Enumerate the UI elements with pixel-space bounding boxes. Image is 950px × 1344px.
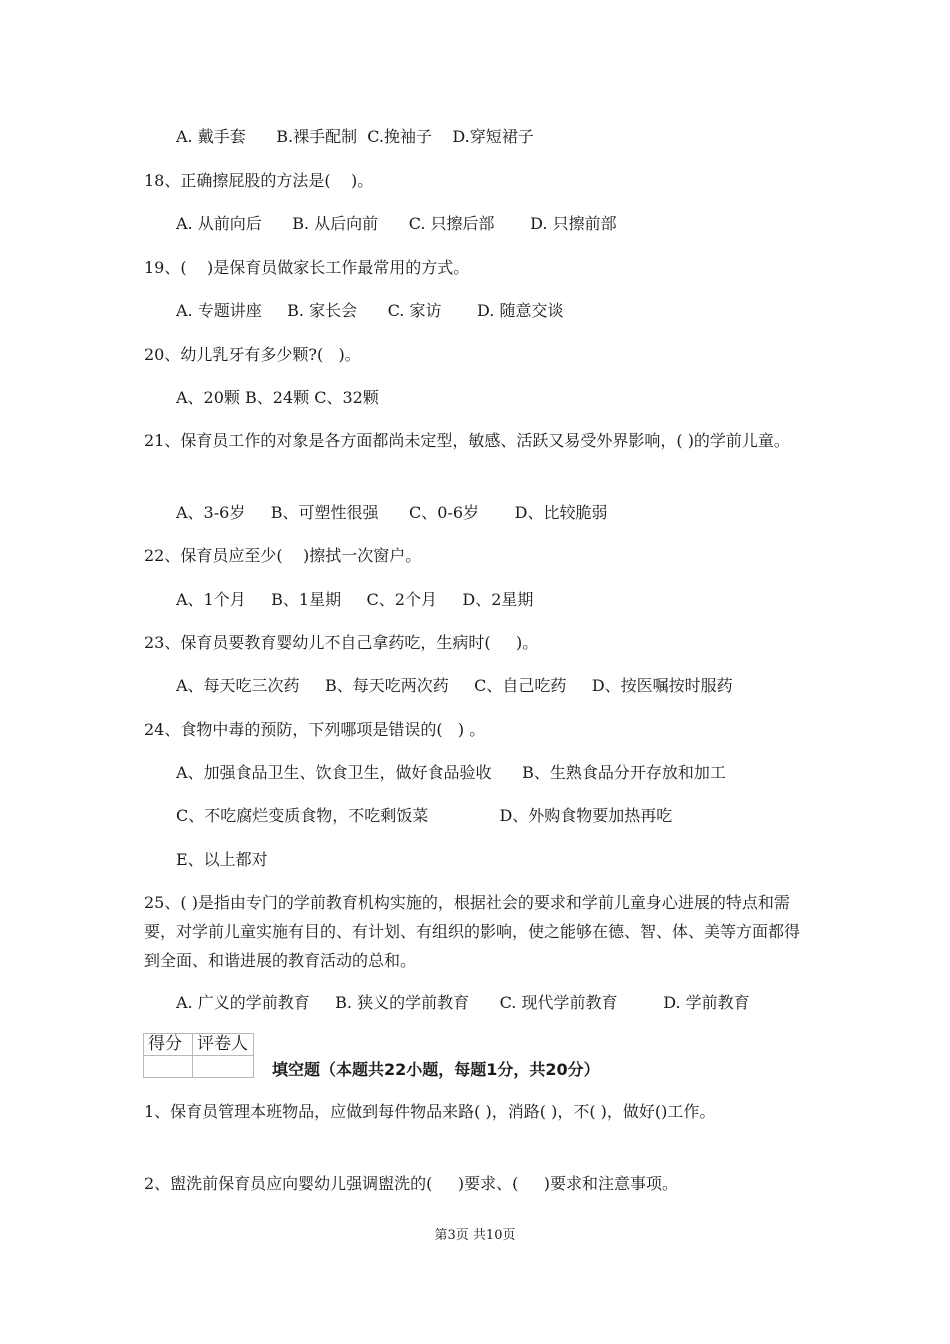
question-19: 19、( )是保育员做家长工作最常用的方式。 <box>144 258 470 277</box>
q24-options-row1: A、加强食品卫生、饮食卫生，做好食品验收 B、生熟食品分开存放和加工 <box>176 763 726 782</box>
section-title: 填空题（本题共22小题，每题1分，共20分） <box>272 1060 600 1079</box>
fill-question-1: 1、保育员管理本班物品，应做到每件物品来路( )，消路( )，不( )，做好()工作。 <box>144 1102 716 1121</box>
question-22: 22、保育员应至少( )擦拭一次窗户。 <box>144 546 422 565</box>
score-table <box>143 1033 254 1078</box>
q23-options: A、每天吃三次药 B、每天吃两次药 C、自己吃药 D、按医嘱按时服药 <box>176 676 733 695</box>
q24-options-row3: E、以上都对 <box>176 850 268 869</box>
q18-options: A. 从前向后 B. 从后向前 C. 只擦后部 D. 只擦前部 <box>176 214 617 233</box>
q19-options: A. 专题讲座 B. 家长会 C. 家访 D. 随意交谈 <box>176 301 564 320</box>
question-21: 21、保育员工作的对象是各方面都尚未定型，敏感、活跃又易受外界影响，( )的学前儿童。 <box>144 431 790 450</box>
q24-options-row2: C、不吃腐烂变质食物，不吃剩饭菜 D、外购食物要加热再吃 <box>176 806 673 825</box>
q17-options: A. 戴手套 B.裸手配制 C.挽袖子 D.穿短裙子 <box>176 127 534 146</box>
question-25: 25、( )是指由专门的学前教育机构实施的，根据社会的要求和学前儿童身心进展的特点和需要，对学前儿童实施有目的、有计划、有组织的影响，使之能够在德、智、体、美等方面都得到全面、和谐进展的教育活动的总和。 <box>144 893 801 970</box>
question-20: 20、幼儿乳牙有多少颗?( )。 <box>144 345 361 364</box>
q21-options: A、3-6岁 B、可塑性很强 C、0-6岁 D、比较脆弱 <box>176 503 608 522</box>
fill-question-2: 2、盥洗前保育员应向婴幼儿强调盥洗的( )要求、( )要求和注意事项。 <box>144 1174 679 1193</box>
grader-cell <box>193 1056 254 1078</box>
question-24: 24、食物中毒的预防，下列哪项是错误的( ) 。 <box>144 720 486 739</box>
q25-options: A. 广义的学前教育 B. 狭义的学前教育 C. 现代学前教育 D. 学前教育 <box>176 993 750 1012</box>
question-23: 23、保育员要教育婴幼儿不自己拿药吃，生病时( )。 <box>144 633 539 652</box>
q20-options: A、20颗 B、24颗 C、32颗 <box>176 388 379 407</box>
q22-options: A、1个月 B、1星期 C、2个月 D、2星期 <box>176 590 534 609</box>
page-footer: 第3页 共10页 <box>434 1228 516 1243</box>
score-label: 得分 <box>144 1034 193 1056</box>
score-cell <box>144 1056 193 1078</box>
question-18: 18、正确擦屁股的方法是( )。 <box>144 171 374 190</box>
grader-label: 评卷人 <box>193 1034 254 1056</box>
